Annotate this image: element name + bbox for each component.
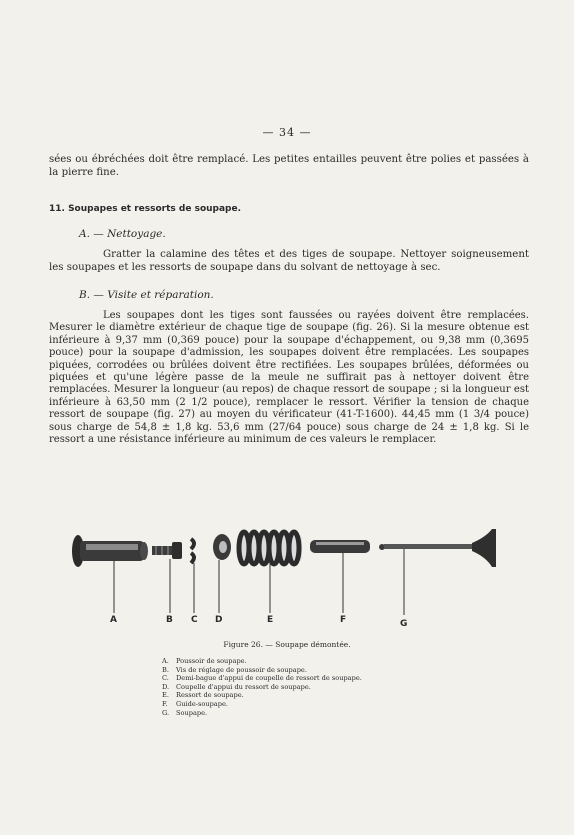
section-heading: 11. Soupapes et ressorts de soupape.	[49, 204, 242, 214]
label-d: D	[215, 615, 223, 625]
valve-spring-part	[238, 532, 302, 613]
subsection-b-paragraph: Les soupapes dont les tiges sont faussées ou rayées doivent être remplacées. Mesurer le diamètre extérieur de chaque tige de soupape (fig. 26). Si la mesure obtenue est inférieure à 9,37 mm (0,369 pouce) pour la soupape d'échappement, ou 9,38 mm (0,3695 pouce) pour la soupape d'admission, les soupapes doivent être remplacées. Les soupapes piquées, corrodées ou brûlées doivent être rectifiées. Les soupapes brûlées, déformées ou piquées et qu'une légère passe de la meule ne suffirait pas à nettoyer doivent être remplacées. Mesurer la longueur (au repos) de chaque ressort de soupape ; si la longueur est inférieure à 63,50 mm (2 1/2 pouce), remplacer le ressort. Vérifier la tension de chaque ressort de soupape (fig. 27) au moyen du vérificateur (41-T-1600). 44,45 mm (1 3/4 pouce) sous charge de 54,8 ± 1,8 kg. 53,6 mm (27/64 pouce) sous charge de 24 ± 1,8 kg. Si le ressort a une résistance inférieure au minimum de ces valeurs le remplacer.	[49, 310, 529, 446]
subsection-a-heading: A. — Nettoyage.	[79, 228, 166, 240]
figure-caption: Figure 26. — Soupape démontée.	[223, 640, 351, 649]
label-a: A	[110, 615, 117, 625]
adjusting-screw-part	[152, 542, 182, 613]
label-f: F	[340, 615, 347, 625]
legend-item: G. Soupape.	[162, 708, 208, 717]
label-b: B	[166, 615, 173, 625]
label-c: C	[191, 615, 198, 625]
spring-retainer-part	[213, 534, 231, 613]
label-e: E	[267, 615, 274, 625]
legend-item: C. Demi-bague d'appui de coupelle de ressort de soupape.	[162, 674, 362, 683]
legend-item: F. Guide-soupape.	[162, 699, 228, 708]
valve-illustration	[60, 515, 520, 630]
valve-part	[379, 529, 496, 615]
legend-item: D. Coupelle d'appui du ressort de soupape.	[162, 682, 311, 691]
half-keys-part	[191, 539, 194, 613]
tappet-part	[72, 535, 148, 613]
valve-guide-part	[310, 540, 370, 613]
figure-legend	[162, 657, 362, 717]
continuation-paragraph: sées ou ébréchées doit être remplacé. Les petites entailles peuvent être polies et passées à la pierre fine.	[49, 154, 529, 178]
label-g: G	[400, 619, 408, 629]
legend-item: A. Poussoir de soupape.	[162, 657, 247, 665]
legend-item: E. Ressort de soupape.	[162, 691, 244, 700]
page-number: — 34 —	[262, 126, 312, 139]
subsection-a-paragraph: Gratter la calamine des têtes et des tiges de soupape. Nettoyer soigneusement les soupapes et les ressorts de soupape dans du solvant de nettoyage à sec.	[49, 249, 529, 273]
subsection-b-heading: B. — Visite et réparation.	[79, 289, 214, 301]
legend-item: B. Vis de réglage de poussoir de soupape.	[162, 665, 307, 674]
valve-exploded-figure	[60, 515, 520, 630]
